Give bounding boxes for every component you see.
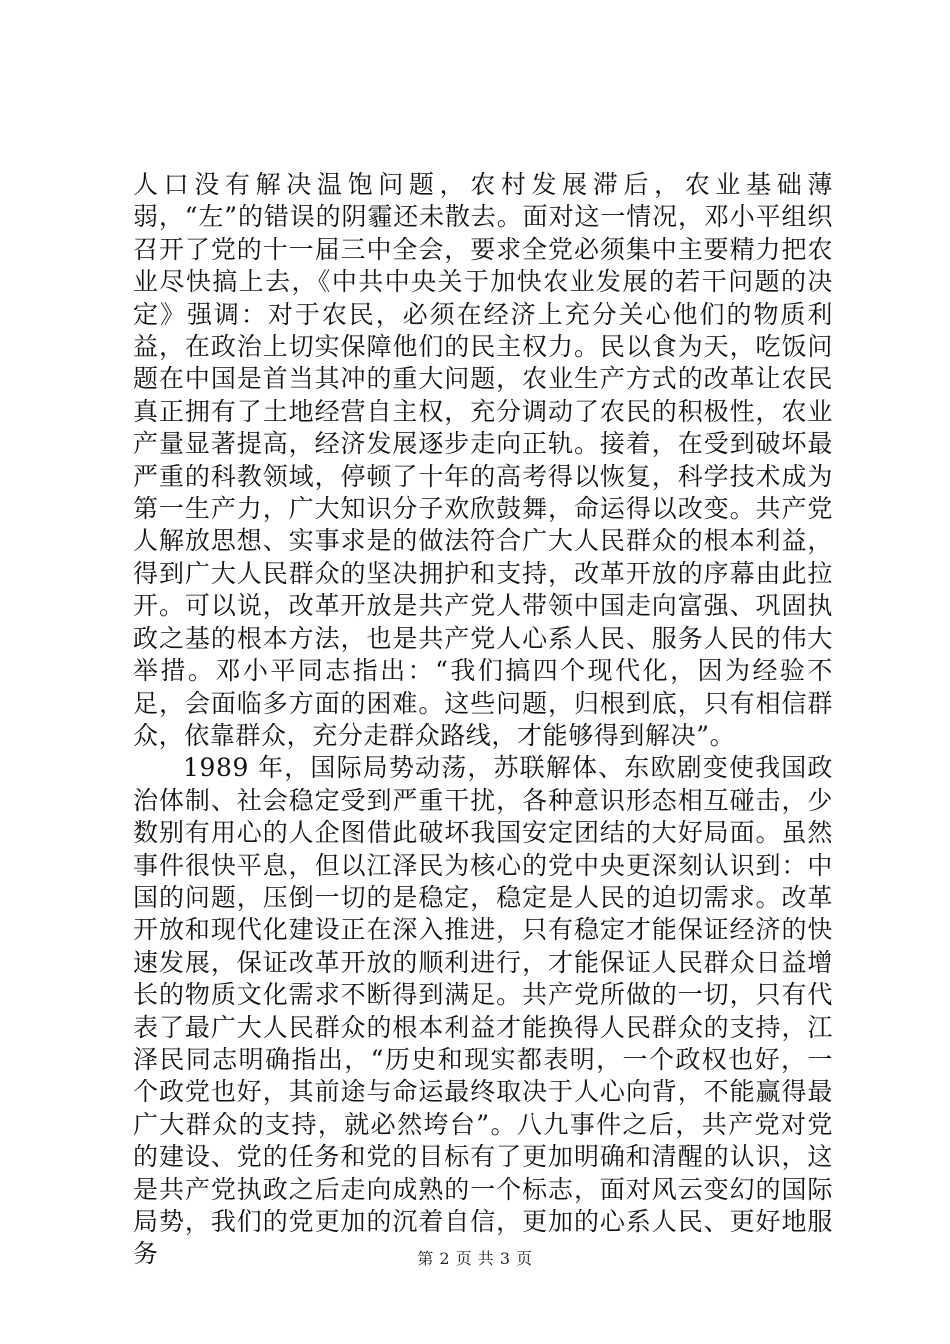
page-footer: 第 2 页 共 3 页 bbox=[417, 1249, 533, 1268]
document-body bbox=[133, 169, 833, 1271]
paragraph-1: 人口没有解决温饱问题，农村发展滞后，农业基础薄弱，“左”的错误的阴霾还未散去。面对这一情况，邓小平组织召开了党的十一届三中全会，要求全党必须集中主要精力把农业尽快搞上去，《中共中央关于加快农业发展的若干问题的决定》强调：对于农民，必须在经济上充分关心他们的物质利益，在政治上切实保障他们的民主权力。民以食为天，吃饭问题在中国是首当其冲的重大问题，农业生产方式的改革让农民真正拥有了土地经营自主权，充分调动了农民的积极性，农业产量显著提高，经济发展逐步走向正轨。接着，在受到破坏最严重的科教领域，停顿了十年的高考得以恢复，科学技术成为第一生产力，广大知识分子欢欣鼓舞，命运得以改变。共产党人解放思想、实事求是的做法符合广大人民群众的根本利益，得到广大人民群众的坚决拥护和支持，改革开放的序幕由此拉开。可以说，改革开放是共产党人带领中国走向富强、巩固执政之基的根本方法，也是共产党人心系人民、服务人民的伟大举措。邓小平同志指出：“我们搞四个现代化，因为经验不足，会面临多方面的困难。这些问题，归根到底，只有相信群众，依靠群众，充分走群众路线，才能够得到解决”。 bbox=[133, 170, 833, 750]
paragraph-2: 1989 年，国际局势动荡，苏联解体、东欧剧变使我国政治体制、社会稳定受到严重干扰，各种意识形态相互碰击，少数别有用心的人企图借此破坏我国安定团结的大好局面。虽然事件很快平息，但以江泽民为核心的党中央更深刻认识到：中国的问题，压倒一切的是稳定，稳定是人民的迫切需求。改革开放和现代化建设正在深入推进，只有稳定才能保证经济的快速发展，保证改革开放的顺利进行，才能保证人民群众日益增长的物质文化需求不断得到满足。共产党所做的一切，只有代表了最广大人民群众的根本利益才能换得人民群众的支持，江泽民同志明确指出，“历史和现实都表明，一个政权也好，一个政党也好，其前途与命运最终取决于人心向背，不能赢得最广大群众的支持，就必然垮台”。八九事件之后，共产党对党的建设、党的任务和党的目标有了更加明确和清醒的认识，这是共产党执政之后走向成熟的一个标志，面对风云变幻的国际局势，我们的党更加的沉着自信，更加的心系人民、更好地服务 bbox=[133, 753, 833, 1269]
